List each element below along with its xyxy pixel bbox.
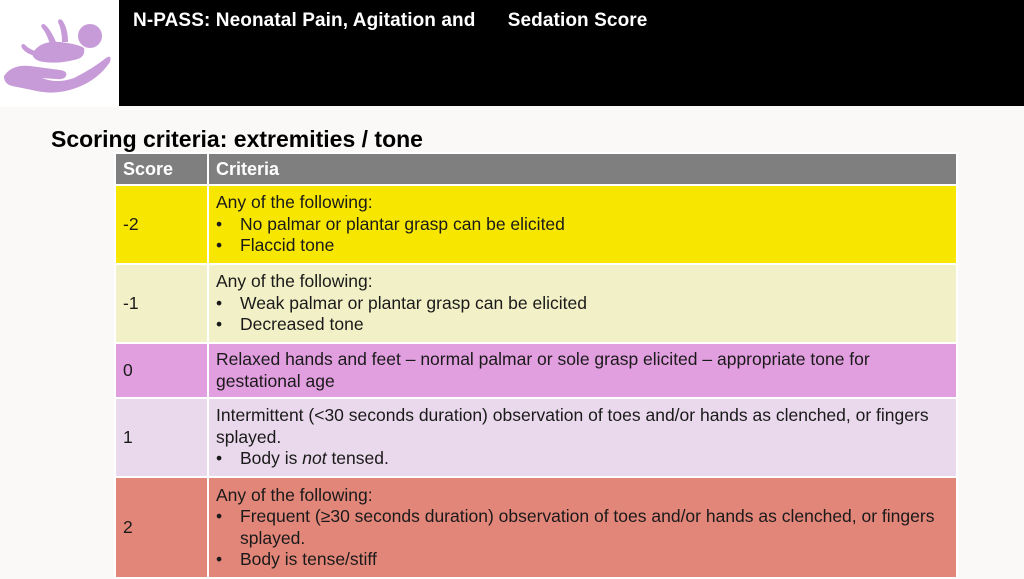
section-heading: Scoring criteria: extremities / tone: [51, 126, 423, 152]
criteria-bullet: [216, 235, 949, 257]
bullet-text: Frequent (≥30 seconds duration) observation of toes and/or hands as clenched, or fingers splayed.: [240, 506, 935, 548]
bullet-icon: •: [216, 314, 223, 335]
table-row: [115, 343, 957, 398]
score-cell: 0: [115, 343, 208, 398]
criteria-bullet: [216, 448, 949, 470]
bullet-text: Decreased tone: [240, 314, 364, 335]
bullet-text-emphasis: not: [302, 448, 327, 469]
criteria-cell: [208, 343, 957, 398]
bullet-icon: •: [216, 448, 223, 469]
table-row: [115, 398, 957, 477]
bullet-text: No palmar or plantar grasp can be elicited: [240, 213, 565, 234]
bullet-text: Weak palmar or plantar grasp can be elicited: [240, 292, 587, 313]
title-banner: [119, 0, 1024, 106]
criteria-cell: [208, 398, 957, 477]
score-cell: 2: [115, 477, 208, 578]
criteria-intro: Any of the following:: [216, 271, 373, 292]
table-row: [115, 477, 957, 578]
criteria-intro: Any of the following:: [216, 192, 373, 213]
criteria-cell: [208, 477, 957, 578]
criteria-bullet: [216, 314, 949, 336]
score-column-header: Score: [115, 153, 208, 185]
criteria-intro: Any of the following:: [216, 484, 373, 505]
bullet-text: Body is tense/stiff: [240, 549, 377, 569]
score-cell: -2: [115, 185, 208, 264]
score-cell: 1: [115, 398, 208, 477]
criteria-column-header: Criteria: [208, 153, 957, 185]
baby-in-hand-icon: [2, 14, 114, 94]
criteria-intro: Intermittent (<30 seconds duration) observation of toes and/or hands as clenched, or fingers splayed.: [216, 405, 929, 447]
bullet-icon: •: [216, 506, 223, 526]
bullet-icon: •: [216, 549, 223, 569]
criteria-bullet: [216, 549, 949, 571]
page-title: N-PASS: Neonatal Pain, Agitation and Sedation Score: [133, 10, 648, 31]
criteria-cell: [208, 185, 957, 264]
table-row: [115, 185, 957, 264]
bullet-text: Flaccid tone: [240, 235, 335, 256]
bullet-icon: •: [216, 235, 223, 256]
criteria-bullet: [216, 506, 949, 549]
criteria-cell: [208, 264, 957, 343]
table-row: [115, 264, 957, 343]
bullet-icon: •: [216, 213, 223, 234]
scoring-table: [114, 152, 958, 579]
bullet-text-post: tensed.: [326, 448, 389, 469]
criteria-bullet: [216, 293, 949, 315]
score-cell: -1: [115, 264, 208, 343]
criteria-intro: Relaxed hands and feet – normal palmar or sole grasp elicited – appropriate tone for gestational age: [216, 349, 870, 391]
table-header-row: [115, 153, 957, 185]
bullet-text-pre: Body is: [240, 448, 303, 469]
bullet-icon: •: [216, 292, 223, 313]
criteria-bullet: [216, 214, 949, 236]
